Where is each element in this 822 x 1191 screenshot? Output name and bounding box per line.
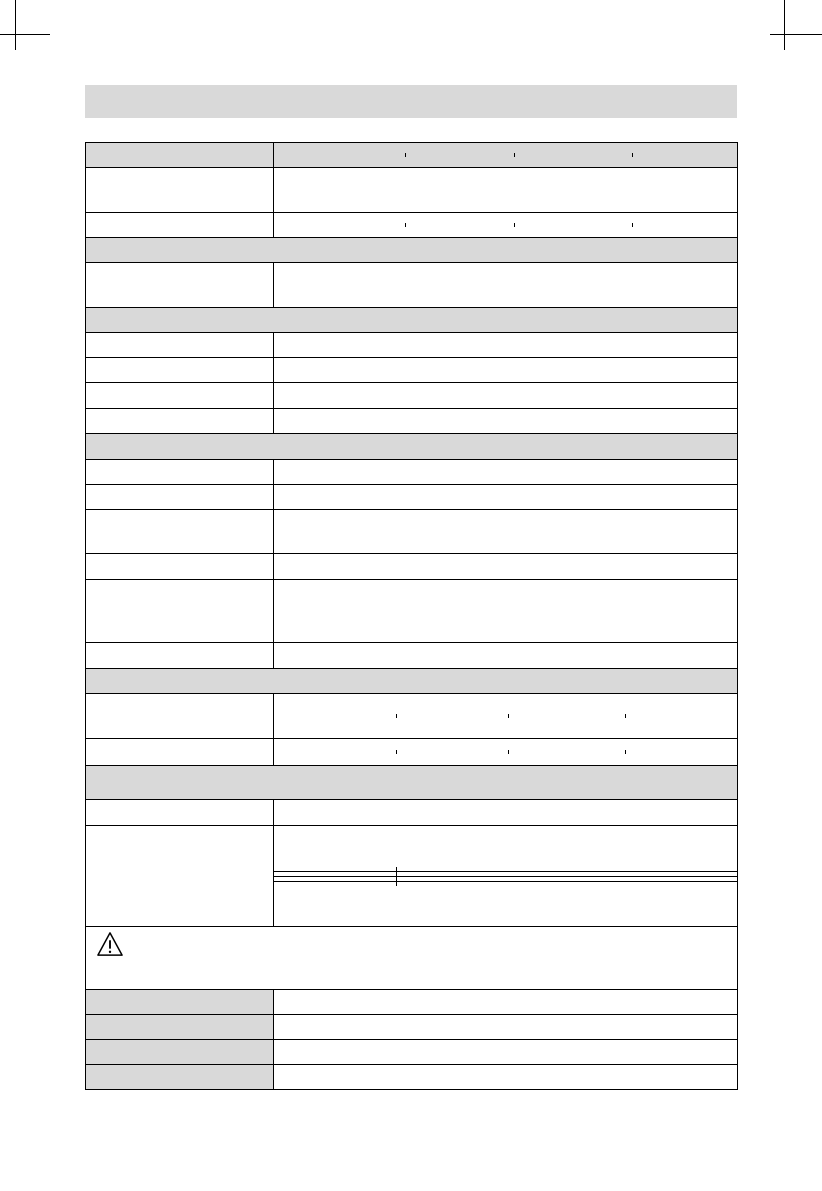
row-label [86, 580, 274, 643]
row-label [86, 510, 274, 554]
row-model-grid [274, 750, 737, 754]
row-label [86, 643, 274, 669]
table-row [86, 213, 738, 238]
row-model-values [274, 694, 738, 739]
header-cell-model-4 [632, 153, 737, 157]
row-label [86, 263, 274, 308]
row-value [274, 409, 738, 434]
row-model-grid [274, 714, 737, 718]
row-label [86, 213, 274, 238]
header-cell-label [86, 143, 274, 168]
row-label [86, 739, 274, 766]
row-value [274, 485, 738, 510]
table-row [86, 1015, 738, 1040]
row-value [274, 1065, 738, 1090]
model-value-cell [396, 750, 508, 754]
section-header [86, 308, 738, 333]
table-row [86, 383, 738, 409]
row-value [274, 460, 738, 485]
sub-label-cell [274, 881, 396, 886]
row-label [86, 168, 274, 213]
crop-mark-top-left-vertical [15, 0, 16, 50]
row-value [274, 168, 738, 213]
row-value [274, 1015, 738, 1040]
row-value [274, 383, 738, 409]
sub-value-cell [396, 881, 737, 886]
row-value [274, 358, 738, 383]
sub-table [274, 867, 737, 886]
row-label [86, 383, 274, 409]
row-model-values [274, 739, 738, 766]
row-label [86, 1065, 274, 1090]
row-label [86, 800, 274, 826]
table-row [86, 554, 738, 580]
table-row [86, 643, 738, 669]
header-cell-model-2 [405, 153, 514, 157]
row-model-values [274, 213, 738, 238]
table-row [86, 739, 738, 766]
table-row [86, 510, 738, 554]
row-sub-table [274, 826, 738, 927]
model-value-cell [625, 750, 737, 754]
row-value [274, 800, 738, 826]
row-label [86, 554, 274, 580]
row-label [86, 333, 274, 358]
table-row [86, 580, 738, 643]
row-label [86, 485, 274, 510]
section-header [86, 766, 738, 800]
model-value-cell [396, 714, 508, 718]
header-cell-model-3 [514, 153, 632, 157]
table-row [86, 409, 738, 434]
model-value-cell [274, 750, 396, 754]
table-row [86, 333, 738, 358]
model-value-cell [405, 223, 514, 227]
table-row [86, 800, 738, 826]
row-label [86, 694, 274, 739]
table-row [86, 1040, 738, 1065]
section-title-bar [85, 85, 737, 118]
crop-mark-top-right-vertical [784, 0, 785, 50]
table-row [86, 694, 738, 739]
row-model-grid [274, 223, 737, 227]
model-value-cell [274, 714, 396, 718]
row-value [274, 510, 738, 554]
header-cell-model-1 [274, 153, 405, 157]
section-header [86, 238, 738, 263]
section-header [86, 434, 738, 460]
model-value-cell [508, 750, 625, 754]
row-value [274, 643, 738, 669]
crop-mark-top-left-horizontal [0, 34, 50, 35]
table-row [86, 485, 738, 510]
table-row [86, 826, 738, 927]
header-model-columns [274, 143, 738, 168]
row-label [86, 1015, 274, 1040]
row-value [274, 1040, 738, 1065]
section-header-row [86, 308, 738, 333]
section-header-row [86, 434, 738, 460]
section-header-row [86, 669, 738, 694]
row-label [86, 358, 274, 383]
table-row [86, 990, 738, 1015]
row-label [86, 826, 274, 927]
header-model-grid [274, 153, 737, 157]
table-row [86, 263, 738, 308]
model-value-cell [632, 223, 737, 227]
row-label [86, 409, 274, 434]
model-value-cell [274, 223, 405, 227]
warning-triangle-icon [96, 931, 124, 957]
specification-table [85, 142, 738, 1090]
model-value-cell [514, 223, 632, 227]
row-value [274, 990, 738, 1015]
section-header-row [86, 238, 738, 263]
row-label [86, 1040, 274, 1065]
model-value-cell [625, 714, 737, 718]
row-value [274, 580, 738, 643]
section-header [86, 669, 738, 694]
row-label [86, 460, 274, 485]
warning-cell [86, 927, 738, 990]
table-row [86, 168, 738, 213]
row-value [274, 263, 738, 308]
table-row [86, 358, 738, 383]
row-value [274, 333, 738, 358]
warning-row [86, 927, 738, 990]
table-header-row [86, 143, 738, 168]
model-value-cell [508, 714, 625, 718]
row-label [86, 990, 274, 1015]
table-row [86, 460, 738, 485]
crop-mark-top-right-horizontal [770, 34, 822, 35]
section-header-row [86, 766, 738, 800]
table-row [86, 1065, 738, 1090]
row-value [274, 554, 738, 580]
